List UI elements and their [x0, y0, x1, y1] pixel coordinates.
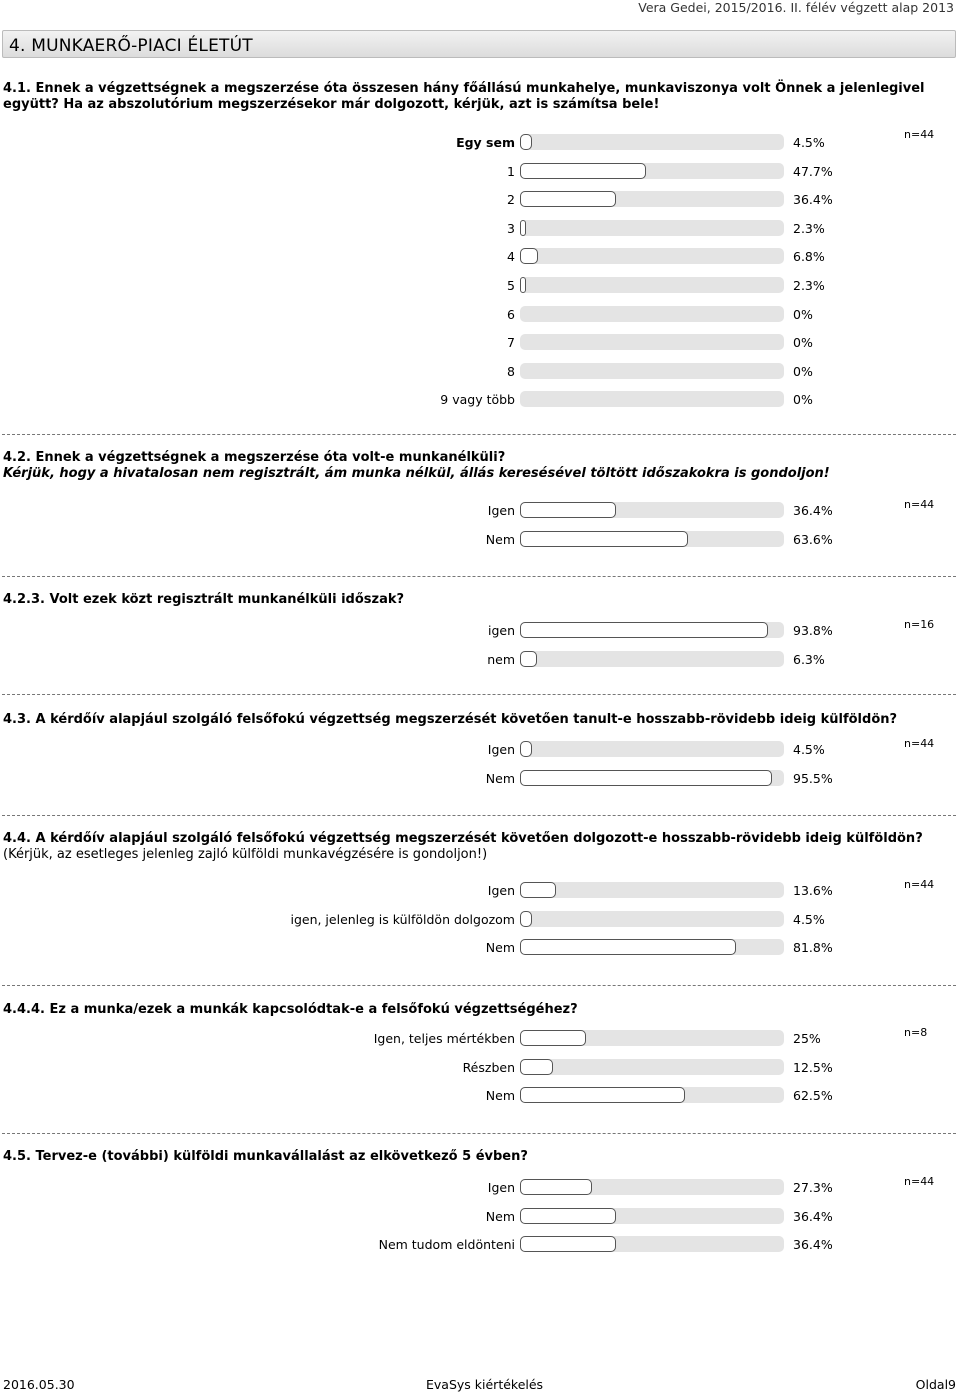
answer-label: 9 vagy több: [440, 392, 515, 408]
answer-percentage: 0%: [793, 392, 813, 408]
answer-percentage: 62.5%: [793, 1088, 833, 1104]
answer-row: [0, 1085, 960, 1107]
sample-size: n=44: [904, 737, 935, 750]
answer-label: 2: [507, 192, 515, 208]
bar-track: [520, 134, 784, 150]
question-separator: [2, 815, 956, 816]
question-text: 4.2. Ennek a végzettségnek a megszerzése óta volt-e munkanélküli?: [3, 450, 506, 465]
answer-row: [0, 246, 960, 268]
answer-percentage: 36.4%: [793, 1237, 833, 1253]
answer-row: [0, 739, 960, 761]
bar-track: [520, 531, 784, 547]
answer-label: 3: [507, 220, 515, 236]
bar-fill: [520, 531, 688, 547]
bar-track: [520, 391, 784, 407]
document-header: Vera Gedei, 2015/2016. II. félév végzett alap 2013: [638, 0, 954, 15]
question-separator: [2, 1133, 956, 1134]
question-subtitle: (Kérjük, az esetleges jelenleg zajló külföldi munkavégzésére is gondoljon!): [3, 847, 488, 862]
question-title: [3, 831, 953, 863]
answer-percentage: 63.6%: [793, 531, 833, 547]
answer-percentage: 2.3%: [793, 278, 825, 293]
footer-title: EvaSys kiértékelés: [426, 1377, 544, 1392]
answer-percentage: 25%: [793, 1031, 821, 1046]
bar-fill: [520, 882, 556, 898]
answer-percentage: 81.8%: [793, 940, 833, 956]
question-text: 4.4.4. Ez a munka/ezek a munkák kapcsolódtak-e a felsőfokú végzettségéhez?: [3, 1002, 578, 1017]
bar-fill: [520, 134, 532, 150]
answer-percentage: 27.3%: [793, 1180, 833, 1195]
question-separator: [2, 434, 956, 435]
bar-track: [520, 1030, 784, 1046]
answer-row: [0, 1028, 960, 1050]
bar-fill: [520, 191, 616, 207]
answer-percentage: 36.4%: [793, 503, 833, 518]
answer-row: [0, 500, 960, 522]
answer-label: Igen: [487, 742, 515, 757]
bar-fill: [520, 502, 616, 518]
answer-label: Igen: [487, 1180, 515, 1195]
section-bar: [2, 30, 956, 58]
bar-fill: [520, 163, 646, 179]
bar-fill: [520, 741, 532, 757]
bar-fill: [520, 1030, 586, 1046]
answer-percentage: 36.4%: [793, 192, 833, 208]
section-title: 4. MUNKAERŐ-PIACI ÉLETÚT: [9, 36, 253, 56]
answer-row: [0, 389, 960, 411]
bar-track: [520, 334, 784, 350]
bar-track: [520, 911, 784, 927]
answer-label: Igen, teljes mértékben: [373, 1031, 515, 1046]
question-title: [3, 592, 953, 608]
answer-label: Nem: [485, 1088, 515, 1104]
question-separator: [2, 985, 956, 986]
answer-percentage: 6.3%: [793, 651, 825, 667]
answer-row: [0, 1177, 960, 1199]
footer-date: 2016.05.30: [3, 1377, 75, 1392]
answer-row: [0, 529, 960, 551]
bar-track: [520, 277, 784, 293]
sample-size: n=44: [904, 498, 935, 511]
question-text: 4.4. A kérdőív alapjául szolgáló felsőfokú végzettség megszerzését követően dolgozott-e hosszabb-rövidebb ideig külföldön?: [3, 831, 923, 846]
answer-row: [0, 304, 960, 326]
bar-track: [520, 1087, 784, 1103]
bar-fill: [520, 1179, 592, 1195]
answer-label: igen, jelenleg is külföldön dolgozom: [290, 911, 515, 927]
question-title: [3, 81, 953, 113]
answer-label: Nem: [485, 770, 515, 786]
answer-label: nem: [487, 651, 515, 667]
answer-row: [0, 132, 960, 154]
bar-track: [520, 622, 784, 638]
bar-fill: [520, 622, 768, 638]
answer-row: [0, 1234, 960, 1256]
bar-fill: [520, 248, 538, 264]
bar-track: [520, 502, 784, 518]
answer-label: Részben: [462, 1059, 515, 1075]
bar-fill: [520, 1208, 616, 1224]
bar-track: [520, 741, 784, 757]
question-title: [3, 1149, 953, 1165]
bar-track: [520, 1236, 784, 1252]
answer-label: 5: [507, 278, 515, 293]
question-title: [3, 450, 953, 482]
bar-track: [520, 191, 784, 207]
bar-track: [520, 248, 784, 264]
answer-label: Nem tudom eldönteni: [378, 1237, 515, 1253]
answer-percentage: 12.5%: [793, 1059, 833, 1075]
bar-fill: [520, 1087, 685, 1103]
question-separator: [2, 694, 956, 695]
answer-label: 7: [507, 335, 515, 351]
question-title: [3, 1002, 953, 1018]
bar-track: [520, 939, 784, 955]
answer-percentage: 4.5%: [793, 135, 825, 150]
bar-track: [520, 163, 784, 179]
answer-percentage: 36.4%: [793, 1208, 833, 1224]
answer-label: Igen: [487, 503, 515, 518]
bar-track: [520, 220, 784, 236]
question-text: 4.5. Tervez-e (további) külföldi munkavállalást az elkövetkező 5 évben?: [3, 1149, 528, 1164]
bar-fill: [520, 651, 537, 667]
answer-percentage: 0%: [793, 363, 813, 379]
question-text: 4.1. Ennek a végzettségnek a megszerzése óta összesen hány főállású munkahelye, munkaviszonya volt Önnek a jelenlegivel együtt? Ha az abszolutórium megszerzésekor már dolgozott, kérjük, azt is számítsa bele!: [3, 81, 925, 112]
bar-fill: [520, 770, 772, 786]
answer-label: 6: [507, 306, 515, 322]
answer-percentage: 95.5%: [793, 770, 833, 786]
answer-percentage: 4.5%: [793, 742, 825, 757]
bar-fill: [520, 939, 736, 955]
answer-percentage: 47.7%: [793, 163, 833, 179]
bar-track: [520, 770, 784, 786]
question-separator: [2, 576, 956, 577]
answer-row: [0, 649, 960, 671]
answer-percentage: 6.8%: [793, 249, 825, 265]
bar-track: [520, 1059, 784, 1075]
answer-row: [0, 361, 960, 383]
answer-row: [0, 189, 960, 211]
sample-size: n=8: [904, 1026, 928, 1039]
answer-percentage: 4.5%: [793, 911, 825, 927]
bar-fill: [520, 911, 532, 927]
question-text: 4.2.3. Volt ezek közt regisztrált munkanélküli időszak?: [3, 592, 405, 607]
answer-percentage: 2.3%: [793, 220, 825, 236]
question-title: [3, 712, 953, 728]
bar-track: [520, 1208, 784, 1224]
sample-size: n=44: [904, 878, 935, 891]
answer-label: Nem: [485, 940, 515, 956]
answer-percentage: 0%: [793, 335, 813, 351]
answer-percentage: 13.6%: [793, 883, 833, 898]
bar-track: [520, 1179, 784, 1195]
bar-fill: [520, 277, 526, 293]
answer-row: [0, 1206, 960, 1228]
answer-row: [0, 880, 960, 902]
answer-row: [0, 1057, 960, 1079]
answer-row: [0, 768, 960, 790]
bar-track: [520, 882, 784, 898]
answer-label: Egy sem: [456, 135, 515, 150]
bar-fill: [520, 1236, 616, 1252]
answer-row: [0, 218, 960, 240]
sample-size: n=44: [904, 128, 935, 141]
answer-label: Nem: [485, 531, 515, 547]
question-text: 4.3. A kérdőív alapjául szolgáló felsőfokú végzettség megszerzését követően tanult-e hosszabb-rövidebb ideig külföldön?: [3, 712, 898, 727]
bar-track: [520, 306, 784, 322]
answer-label: Igen: [487, 883, 515, 898]
answer-label: 1: [507, 163, 515, 179]
answer-row: [0, 909, 960, 931]
sample-size: n=44: [904, 1175, 935, 1188]
answer-row: [0, 161, 960, 183]
question-subtitle: Kérjük, hogy a hivatalosan nem regisztrált, ám munka nélkül, állás keresésével töltött időszakokra is gondoljon!: [3, 466, 830, 481]
bar-track: [520, 651, 784, 667]
answer-percentage: 93.8%: [793, 623, 833, 638]
sample-size: n=16: [904, 618, 935, 631]
bar-fill: [520, 220, 526, 236]
answer-row: [0, 275, 960, 297]
bar-track: [520, 363, 784, 379]
answer-label: 4: [507, 249, 515, 265]
answer-row: [0, 332, 960, 354]
answer-label: 8: [507, 363, 515, 379]
answer-row: [0, 620, 960, 642]
answer-label: igen: [487, 623, 515, 638]
bar-fill: [520, 1059, 553, 1075]
answer-percentage: 0%: [793, 306, 813, 322]
answer-row: [0, 937, 960, 959]
answer-label: Nem: [485, 1208, 515, 1224]
footer-page: Oldal9: [915, 1377, 956, 1392]
